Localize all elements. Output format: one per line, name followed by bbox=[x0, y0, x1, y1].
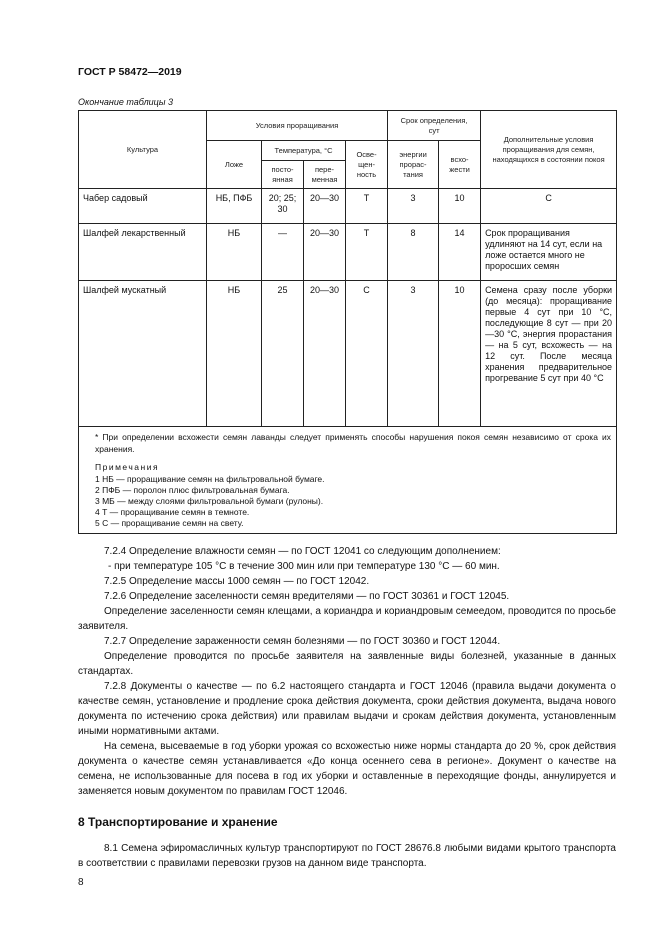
cell-germ: 14 bbox=[454, 228, 465, 238]
col-header-temperature: Температура, °С bbox=[262, 141, 346, 161]
cell-culture: Чабер садовый bbox=[83, 193, 148, 203]
paragraph: 7.2.7 Определение зараженности семян болезнями — по ГОСТ 30360 и ГОСТ 12044. bbox=[104, 636, 501, 647]
cell-bed: НБ bbox=[227, 285, 241, 295]
cell-light: С bbox=[363, 285, 370, 295]
cell-culture: Шалфей мускатный bbox=[83, 285, 167, 295]
cell-constant: 20; 25; 30 bbox=[268, 193, 297, 214]
page-number: 8 bbox=[78, 877, 84, 888]
col-header-additional: Дополнительные условия проращивания для семян, находящихся в состоянии покоя bbox=[481, 111, 617, 189]
paragraph: - при температуре 105 °С в течение 300 мин или при температуре 130 °С — 60 мин. bbox=[108, 561, 500, 572]
section-text bbox=[78, 841, 616, 871]
cell-light: Т bbox=[363, 193, 370, 203]
col-header-culture: Культура bbox=[79, 111, 207, 189]
note-item: 5 С — проращивание семян на свету. bbox=[95, 518, 244, 528]
col-header-germination: всхо- жести bbox=[439, 141, 481, 189]
paragraph: Определение проводится по просьбе заявителя на заявленные виды болезней, указанные в данных стандартах. bbox=[78, 651, 616, 677]
paragraph: 7.2.5 Определение массы 1000 семян — по ГОСТ 12042. bbox=[104, 576, 370, 587]
body-text bbox=[78, 544, 616, 799]
cell-variable: 20—30 bbox=[309, 228, 340, 238]
cell-constant: — bbox=[278, 228, 287, 238]
paragraph: На семена, высеваемые в год уборки урожая со всхожестью ниже нормы стандарта до 20 %, срок действия документа о качестве семян устанавливается «До конца осеннего сева в регионе». Документ о качестве на семена, не использованные для посева в год их уборки и оставленные в переходящие фонды, аннулируется и заменяется новым документом по правилам ГОСТ 12046. bbox=[78, 741, 616, 797]
col-header-lighting: Осве- щен- ность bbox=[346, 141, 388, 189]
table-row bbox=[79, 281, 617, 427]
col-header-constant: посто- янная bbox=[262, 161, 304, 189]
cell-variable: 20—30 bbox=[309, 285, 340, 295]
col-header-variable: пере- менная bbox=[304, 161, 346, 189]
paragraph: 8.1 Семена эфиромасличных культур транспортируют по ГОСТ 28676.8 любыми видами крытого транспорта в соответствии с правилами перевозки грузов на данном виде транспорта. bbox=[78, 843, 616, 869]
table-caption: Окончание таблицы 3 bbox=[78, 97, 173, 107]
cell-culture: Шалфей лекарственный bbox=[83, 228, 186, 238]
notes-title: Примечания bbox=[95, 462, 160, 472]
cell-bed: НБ bbox=[227, 228, 241, 238]
paragraph: Определение заселенности семян клещами, а кориандра и кориандровым семеедом, проводится по просьбе заявителя. bbox=[78, 606, 616, 632]
cell-germ: 10 bbox=[454, 285, 465, 295]
cell-additional: С bbox=[545, 193, 552, 203]
document-header: ГОСТ Р 58472—2019 bbox=[78, 66, 182, 78]
germination-table bbox=[78, 110, 617, 534]
cell-constant: 25 bbox=[277, 285, 288, 295]
table-footer-row bbox=[79, 427, 617, 534]
table-row bbox=[79, 224, 617, 281]
section-title: 8 Транспортирование и хранение bbox=[78, 815, 278, 829]
cell-light: Т bbox=[363, 228, 370, 238]
cell-additional: Срок проращивания удлиняют на 14 сут, если на ложе остается много не проросших семян bbox=[485, 228, 603, 271]
cell-germ: 10 bbox=[454, 193, 465, 203]
cell-energy: 8 bbox=[410, 228, 416, 238]
paragraph: 7.2.6 Определение заселенности семян вредителями — по ГОСТ 30361 и ГОСТ 12045. bbox=[104, 591, 510, 602]
col-header-energy: энергии прорас- тания bbox=[388, 141, 439, 189]
cell-variable: 20—30 bbox=[309, 193, 340, 203]
note-item: 3 МБ — между слоями фильтровальной бумаги (рулоны). bbox=[95, 496, 324, 506]
note-item: 1 НБ — проращивание семян на фильтровальной бумаге. bbox=[95, 474, 325, 484]
note-item: 2 ПФБ — поролон плюс фильтровальная бумага. bbox=[95, 485, 290, 495]
cell-energy: 3 bbox=[410, 193, 416, 203]
cell-energy: 3 bbox=[410, 285, 416, 295]
note-item: 4 Т — проращивание семян в темноте. bbox=[95, 507, 250, 517]
table-row bbox=[79, 189, 617, 224]
col-header-bed: Ложе bbox=[207, 141, 262, 189]
col-header-period: Срок определения, сут bbox=[388, 111, 481, 141]
paragraph: 7.2.4 Определение влажности семян — по ГОСТ 12041 со следующим дополнением: bbox=[104, 546, 501, 557]
paragraph: 7.2.8 Документы о качестве — по 6.2 настоящего стандарта и ГОСТ 12046 (правила выдачи документа о качестве семян, установление и продление срока действия документа, сроки действия документа, выдача нового документа по истечению срока действия) или правилам выдачи и срокам действия документа, установленным иными нормативными актами. bbox=[78, 681, 616, 737]
cell-additional: Семена сразу после уборки (до месяца): проращивание первые 4 сут при 10 °С, последующие 8 сут — при 20—30 °С, энергия прорастания — на 5 сут, всхожесть — на 12 сут. После месяца хранения предварительное прогревание 5 сут при 40 °С bbox=[485, 285, 613, 383]
col-header-conditions: Условия проращивания bbox=[207, 111, 388, 141]
table-footnote: * При определении всхожести семян лаванды следует применять способы нарушения покоя семян независимо от срока их хранения. bbox=[95, 432, 612, 454]
cell-bed: НБ, ПФБ bbox=[215, 193, 253, 203]
table-notes bbox=[79, 462, 616, 529]
